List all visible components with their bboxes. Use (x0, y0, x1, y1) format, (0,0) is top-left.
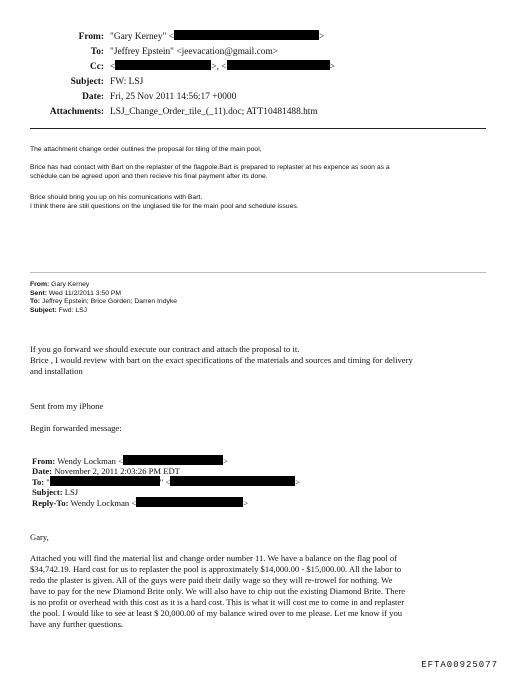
forward1-sent-row: Sent: Wed 11/2/2011 3:50 PM (30, 289, 122, 297)
email-header (0, 30, 512, 120)
subject-value: FW: LSJ (110, 77, 144, 87)
forward-divider (30, 272, 486, 273)
message3-line1: Attached you will find the material list and change order number 11. We have a balance on the flag pool of (30, 553, 398, 563)
forward2-replyto-row: Reply-To: Wendy Lockman < > (32, 498, 249, 509)
document-id: EFTA00925077 (421, 660, 498, 670)
message3-line3: redo the plaster is given. All of the guys were paid their daily wage so they will re-trowel for nothing. We (30, 575, 393, 585)
from-value: "Gary Kerney" < > (110, 32, 325, 42)
to-value: "Jeffrey Epstein" <jeevacation@gmail.com> (110, 47, 279, 57)
message1-line4: Brice should bring you up on his comunications with Bart. (30, 194, 203, 201)
redaction-box (174, 30, 319, 40)
attachments-value[interactable]: LSJ_Change_Order_tile_(_11).doc; ATT10481488.htm (110, 107, 318, 117)
redaction-box (170, 476, 295, 486)
message2-line1: If you go forward we should execute our contract and attach the proposal to it. (30, 344, 300, 354)
header-divider (30, 128, 486, 129)
cc-value: < >, < > (110, 62, 335, 72)
forward1-header (30, 281, 177, 315)
sent-from-text: Sent from my iPhone (30, 401, 104, 411)
date-label: Date: (82, 92, 104, 102)
header-to-row (0, 45, 512, 60)
message3-line4: have to pay for the new Diamond Brite only. We will also have to chip out the existing Diamond Brite. There (30, 586, 406, 596)
forward2-from-row: From: Wendy Lockman < > (32, 456, 228, 466)
subject-label: Subject: (70, 77, 104, 87)
cc-label: Cc: (89, 62, 104, 72)
header-cc-row (0, 60, 512, 75)
redaction-box (227, 60, 330, 70)
message2-line3: and installation (30, 366, 83, 376)
forward2-subject-row: Subject: LSJ (32, 486, 79, 497)
redaction-box (115, 60, 211, 70)
header-date-row (0, 90, 512, 105)
header-attachments-row (0, 105, 512, 120)
forward1-subject-row: Subject: Fwd: LSJ (30, 306, 88, 314)
message3-line2: $34,742.19. Hard cost for us to replaster the pool is approximately $14,000.00 - $15,000.00. All the labor to (30, 564, 402, 574)
to-label: To: (90, 47, 104, 57)
begin-forwarded-text: Begin forwarded message: (30, 423, 122, 433)
forward1-from-row: From: Gary Kerney (30, 281, 90, 288)
message3-greeting: Gary, (30, 532, 49, 542)
attachments-label: Attachments: (49, 107, 104, 117)
message1-line1: The attachment change order outlines the proposal for tiling of the main pool, (30, 146, 262, 153)
message3-line5: is no profit or overhead with this cost as it is a hard cost. This is what it will cost me to come in and replaster (30, 597, 405, 607)
redaction-box (50, 476, 160, 486)
header-from-row (0, 30, 512, 45)
date-value: Fri, 25 Nov 2011 14:56:17 +0000 (110, 92, 237, 102)
forward1-to-row: To: Jeffrey Epstein; Brice Gorden; Darren Indyke (30, 298, 178, 305)
message1-line5: I think there are still questions on the unglased tile for the main pool and schedule issues. (30, 203, 299, 210)
message1-line2: Brice has had contact with Bart on the replaster of the flagpole.Bart is prepared to replaster at his expence as soon as a (30, 164, 390, 171)
redaction-box (123, 455, 223, 465)
from-label: From: (78, 32, 104, 42)
redaction-box (136, 497, 243, 507)
forward2-date-row: Date: November 2, 2011 2:03:26 PM EDT (32, 465, 180, 476)
forward2-header (32, 455, 300, 508)
forward2-to-row: To: " " < > (32, 477, 301, 488)
message1-line3: schedule can be agreed upon and then recieve his final payment after its done. (30, 173, 268, 180)
message3-line6: the pool. I would like to see at least $ 20,000.00 of my balance wired over to me please. Let me know if you (30, 608, 403, 618)
message2-line2: Brice , I would review with bart on the exact specifications of the materials and sources and timing for delivery (30, 355, 413, 365)
header-subject-row (0, 75, 512, 90)
message3-line7: have any further questions. (30, 619, 124, 629)
